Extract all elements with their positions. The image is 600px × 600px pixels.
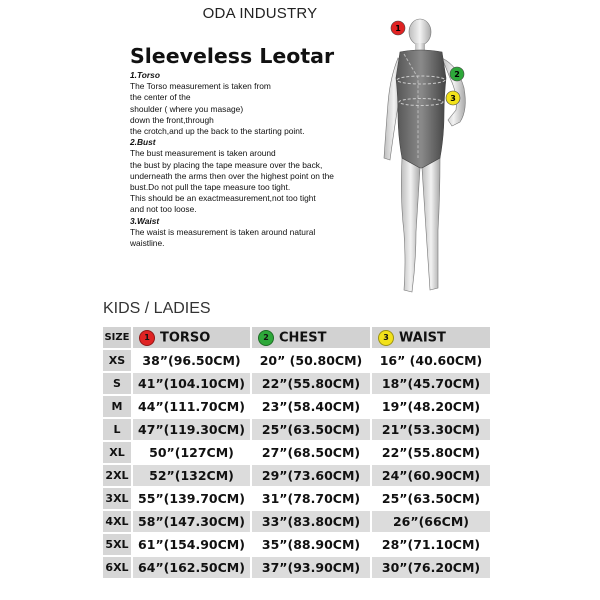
size-cell: S	[103, 373, 131, 394]
waist-cell: 30”(76.20CM)	[372, 557, 490, 578]
chest-cell: 22”(55.80CM)	[252, 373, 370, 394]
waist-cell: 21”(53.30CM)	[372, 419, 490, 440]
torso-marker-icon: 1	[139, 330, 155, 346]
figure-leg-left	[401, 158, 420, 292]
size-cell: 3XL	[103, 488, 131, 509]
table-row	[103, 534, 490, 555]
chest-cell: 23”(58.40CM)	[252, 396, 370, 417]
waist-cell: 24”(60.90CM)	[372, 465, 490, 486]
torso-cell: 50”(127CM)	[133, 442, 250, 463]
waist-cell: 28”(71.10CM)	[372, 534, 490, 555]
chest-cell: 29”(73.60CM)	[252, 465, 370, 486]
instruction-line: underneath the arms then over the highest point on the	[130, 170, 334, 181]
size-column-header: SIZE	[103, 327, 131, 348]
chest-cell: 37”(93.90CM)	[252, 557, 370, 578]
instruction-line: This should be an exactmeasurement,not too tight	[130, 193, 316, 204]
torso-cell: 38”(96.50CM)	[133, 350, 250, 371]
measurement-instructions	[130, 70, 380, 249]
torso-cell: 58”(147.30CM)	[133, 511, 250, 532]
instruction-line: the center of the	[130, 92, 191, 103]
waist-cell: 22”(55.80CM)	[372, 442, 490, 463]
instruction-line: down the front,through	[130, 114, 214, 125]
instruction-line: The Torso measurement is taken from	[130, 81, 271, 92]
svg-text:2: 2	[454, 70, 460, 79]
waist-cell: 25”(63.50CM)	[372, 488, 490, 509]
waist-marker-icon: 3	[378, 330, 394, 346]
table-row	[103, 465, 490, 486]
figure-leotard	[396, 50, 446, 168]
torso-cell: 52”(132CM)	[133, 465, 250, 486]
table-header-row	[103, 327, 490, 348]
waist-cell: 19”(48.20CM)	[372, 396, 490, 417]
torso-cell: 47”(119.30CM)	[133, 419, 250, 440]
waist-cell: 26”(66CM)	[372, 511, 490, 532]
torso-cell: 44”(111.70CM)	[133, 396, 250, 417]
table-row	[103, 442, 490, 463]
chest-cell: 25”(63.50CM)	[252, 419, 370, 440]
table-row	[103, 373, 490, 394]
waist-column-header: 3 WAIST	[372, 327, 490, 348]
size-cell: 2XL	[103, 465, 131, 486]
chest-column-header: 2 CHEST	[252, 327, 370, 348]
chest-cell: 27”(68.50CM)	[252, 442, 370, 463]
body-figure	[360, 18, 510, 308]
torso-cell: 61”(154.90CM)	[133, 534, 250, 555]
chest-cell: 20” (50.80CM)	[252, 350, 370, 371]
instruction-line: The bust measurement is taken around	[130, 148, 276, 159]
instruction-line: the crotch,and up the back to the starting point.	[130, 126, 305, 137]
size-category-heading: KIDS / LADIES	[103, 300, 211, 317]
table-row	[103, 488, 490, 509]
table-row	[103, 350, 490, 371]
instruction-line: bust.Do not pull the tape measure too tight.	[130, 182, 291, 193]
instruction-line: and not too loose.	[130, 204, 197, 215]
size-cell: 4XL	[103, 511, 131, 532]
table-row	[103, 557, 490, 578]
chest-cell: 35”(88.90CM)	[252, 534, 370, 555]
instruction-heading: 3.Waist	[130, 215, 160, 226]
size-chart-table	[101, 325, 492, 580]
svg-text:3: 3	[450, 94, 456, 103]
instruction-line: waistline.	[130, 238, 165, 249]
size-cell: 6XL	[103, 557, 131, 578]
instruction-heading: 1.Torso	[130, 70, 160, 80]
waist-cell: 18”(45.70CM)	[372, 373, 490, 394]
size-cell: M	[103, 396, 131, 417]
chest-cell: 31”(78.70CM)	[252, 488, 370, 509]
size-cell: XL	[103, 442, 131, 463]
torso-cell: 55”(139.70CM)	[133, 488, 250, 509]
torso-cell: 64”(162.50CM)	[133, 557, 250, 578]
size-cell: XS	[103, 350, 131, 371]
size-cell: 5XL	[103, 534, 131, 555]
figure-marker-waist	[446, 91, 460, 105]
brand-name: ODA INDUSTRY	[202, 5, 318, 22]
table-row	[103, 511, 490, 532]
table-row	[103, 419, 490, 440]
chest-cell: 33”(83.80CM)	[252, 511, 370, 532]
torso-cell: 41”(104.10CM)	[133, 373, 250, 394]
figure-head	[409, 19, 431, 45]
size-cell: L	[103, 419, 131, 440]
table-row	[103, 396, 490, 417]
waist-cell: 16” (40.60CM)	[372, 350, 490, 371]
instruction-line: The waist is measurement is taken around natural	[130, 226, 316, 237]
figure-marker-chest	[450, 67, 464, 81]
svg-text:1: 1	[395, 24, 401, 33]
chest-marker-icon: 2	[258, 330, 274, 346]
instruction-line: shoulder ( where you masage)	[130, 103, 244, 114]
product-title: Sleeveless Leotar	[130, 44, 335, 68]
instruction-line: the bust by placing the tape measure over the back,	[130, 159, 323, 170]
torso-column-header: 1 TORSO	[133, 327, 250, 348]
instruction-heading: 2.Bust	[130, 137, 156, 148]
figure-leg-right	[422, 158, 440, 290]
figure-marker-torso	[391, 21, 405, 35]
